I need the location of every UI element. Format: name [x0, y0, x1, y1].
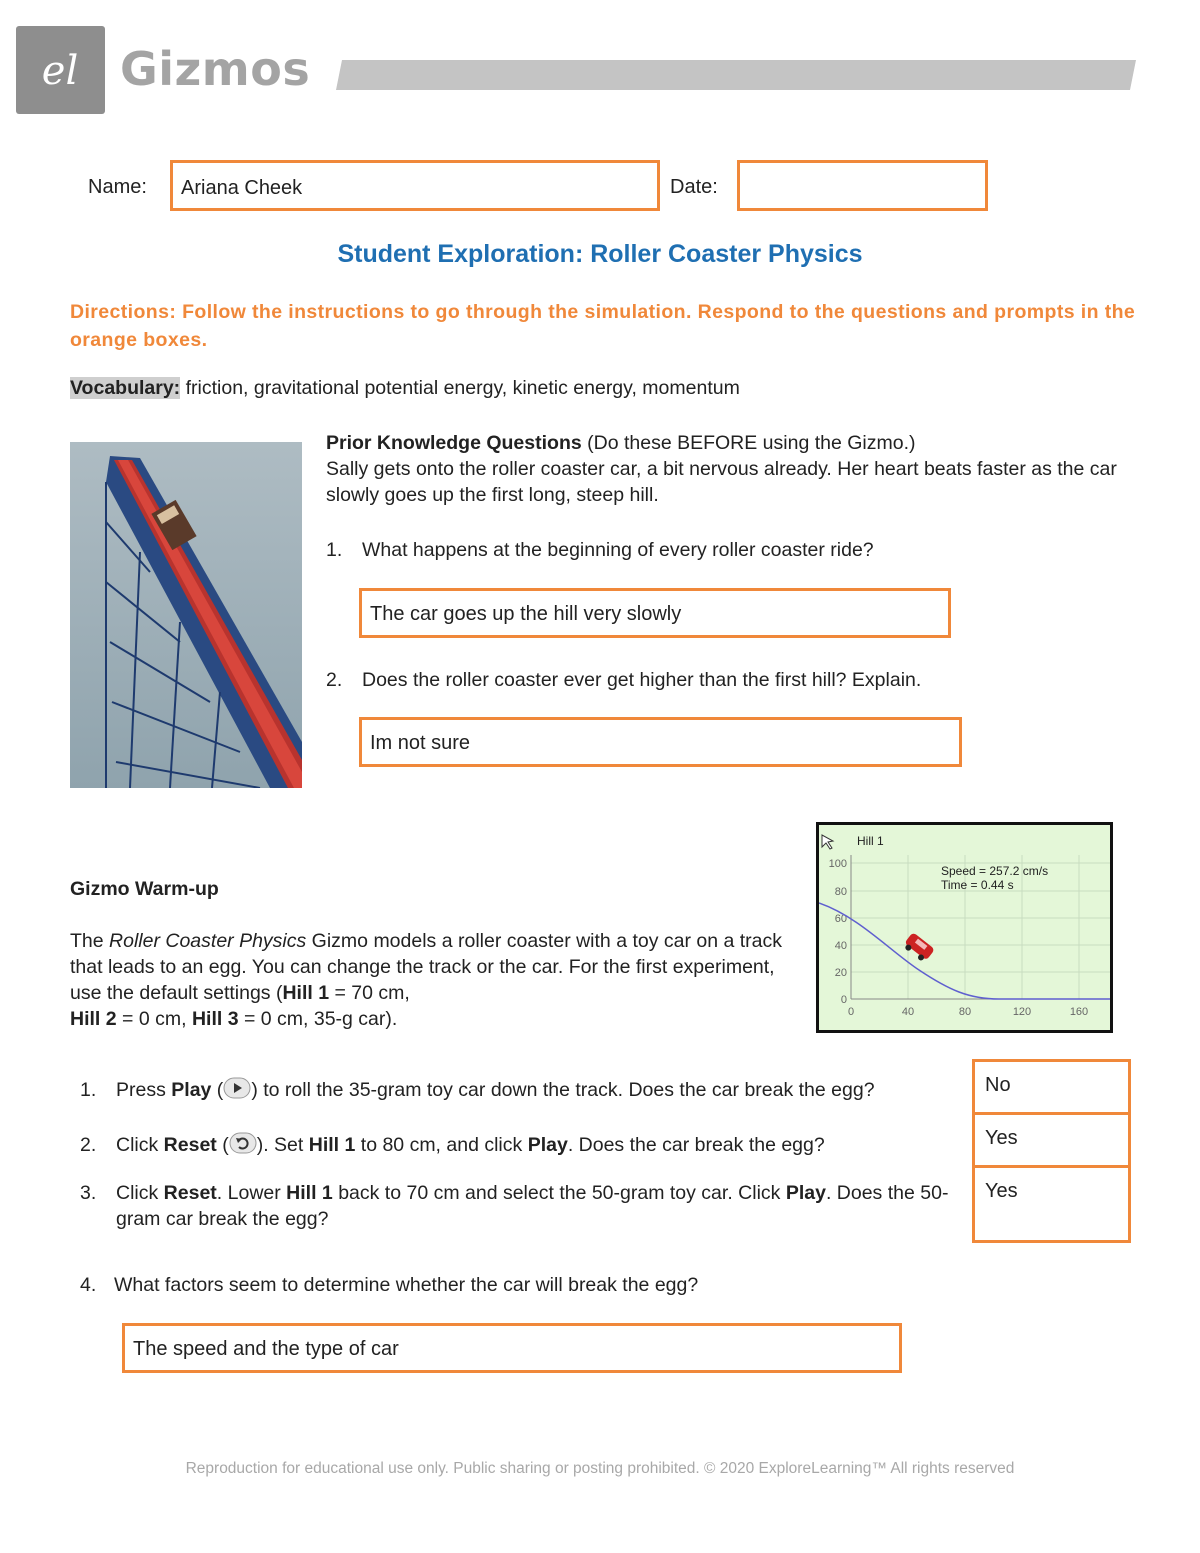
answer-box-warmup-4[interactable]: [122, 1323, 902, 1373]
question-text: . Does the 50-gram car break the egg?: [116, 1182, 949, 1230]
y-tick-label: 60: [834, 913, 847, 925]
time-readout: Time = 0.44 s: [941, 878, 1014, 892]
play-term: Play: [527, 1134, 568, 1156]
question-number: 2.: [326, 669, 343, 691]
question-text: Press: [116, 1079, 172, 1101]
intro-text: The: [70, 930, 110, 952]
question-number: 1.: [80, 1079, 97, 1101]
question-text: . Does the car break the egg?: [567, 1134, 825, 1156]
x-tick-label: 40: [901, 1006, 915, 1018]
header-bar: [336, 60, 1136, 90]
intro-text: = 0 cm, 35-g car).: [238, 1008, 398, 1030]
date-label: Date:: [670, 176, 718, 198]
answer-text: Yes: [985, 1127, 1018, 1149]
vocabulary: [70, 377, 740, 400]
play-term: Play: [171, 1079, 212, 1101]
el-logo-icon: [16, 26, 105, 114]
directions: Directions: Follow the instructions to go through the simulation. Respond to the questions and prompts in the orange boxes.: [70, 301, 1136, 351]
answer-box-warmup-2[interactable]: [972, 1112, 1131, 1168]
brand-name: Gizmos: [120, 42, 311, 96]
question-text: . Lower: [216, 1182, 287, 1204]
question-text: Click: [116, 1134, 164, 1156]
svg-text:el: el: [41, 48, 79, 94]
x-tick-label: 0: [847, 1006, 855, 1018]
explorelearning-logo: [16, 26, 105, 114]
answer-box-1[interactable]: [359, 588, 951, 638]
answer-text: Im not sure: [370, 732, 471, 754]
vocabulary-terms: friction, gravitational potential energy, kinetic energy, momentum: [180, 377, 740, 399]
question-number: 1.: [326, 539, 343, 561]
warmup-question-4: [80, 1272, 698, 1298]
prior-knowledge-heading: [326, 430, 1141, 456]
name-field[interactable]: [170, 160, 660, 211]
hill-label: Hill 1: [857, 834, 884, 848]
answer-text: No: [985, 1074, 1011, 1096]
reset-icon: [229, 1132, 257, 1161]
question-text: (: [211, 1079, 224, 1101]
gizmo-graph: [819, 825, 1110, 1030]
gizmo-name: Roller Coaster Physics: [109, 930, 307, 952]
footer-copyright: Reproduction for educational use only. Public sharing or posting prohibited. © 2020 ExploreLearning™ All rights reserved: [185, 1460, 1015, 1477]
intro-text: = 0 cm,: [116, 1008, 192, 1030]
hill1-term: Hill 1: [286, 1182, 333, 1204]
question-text: Click: [116, 1182, 164, 1204]
y-tick-label: 100: [828, 858, 847, 870]
reset-term: Reset: [163, 1134, 217, 1156]
y-tick-label: 40: [834, 940, 847, 952]
question-2: [326, 667, 921, 693]
question-text: ). Set: [256, 1134, 309, 1156]
warmup-question-3: [80, 1180, 970, 1232]
warmup-heading: Gizmo Warm-up: [70, 878, 219, 900]
prior-knowledge-section: [326, 430, 1141, 508]
question-number: 4.: [80, 1274, 97, 1296]
reset-term: Reset: [163, 1182, 217, 1204]
prior-knowledge-note: (Do these BEFORE using the Gizmo.): [581, 432, 916, 454]
intro-text: Gizmo models a roller coaster with a toy car on a track that leads to an egg. You can change the track or the car. For the first experiment, use the default settings (: [70, 930, 783, 1004]
x-tick-label: 160: [1069, 1006, 1089, 1018]
gizmo-screenshot: [816, 822, 1113, 1033]
vocabulary-label: Vocabulary:: [70, 377, 181, 399]
hill1-term: Hill 1: [282, 982, 330, 1004]
play-icon: [223, 1077, 251, 1106]
question-1: [326, 537, 874, 563]
question-text: What happens at the beginning of every roller coaster ride?: [362, 539, 874, 561]
hill1-term: Hill 1: [308, 1134, 356, 1156]
intro-text: = 70 cm,: [329, 982, 410, 1004]
y-tick-label: 20: [834, 967, 847, 979]
question-text: Does the roller coaster ever get higher than the first hill? Explain.: [362, 669, 922, 691]
play-term: Play: [785, 1182, 826, 1204]
question-text: ) to roll the 35-gram toy car down the track. Does the car break the egg?: [251, 1079, 875, 1101]
warmup-question-2: [80, 1132, 825, 1161]
name-label: Name:: [88, 176, 147, 198]
date-field[interactable]: [737, 160, 988, 211]
prior-knowledge-title: Prior Knowledge Questions: [326, 432, 582, 454]
warmup-question-1: [80, 1077, 875, 1106]
answer-text: The car goes up the hill very slowly: [370, 603, 682, 625]
x-tick-label: 120: [1012, 1006, 1032, 1018]
answer-box-warmup-3[interactable]: [972, 1165, 1131, 1243]
question-text-block: [116, 1180, 970, 1232]
question-text: to 80 cm, and click: [355, 1134, 528, 1156]
warmup-intro: [70, 928, 800, 1032]
hill2-term: Hill 2: [70, 1008, 117, 1030]
question-text: (: [216, 1134, 229, 1156]
hill3-term: Hill 3: [191, 1008, 239, 1030]
question-number: 2.: [80, 1134, 97, 1156]
answer-text: Yes: [985, 1180, 1018, 1202]
y-tick-label: 0: [840, 994, 847, 1006]
question-text: What factors seem to determine whether the car will break the egg?: [114, 1274, 699, 1296]
question-text: back to 70 cm and select the 50-gram toy car. Click: [332, 1182, 786, 1204]
page-title: Student Exploration: Roller Coaster Physics: [337, 240, 863, 268]
x-tick-label: 80: [958, 1006, 972, 1018]
name-value: Ariana Cheek: [181, 177, 303, 199]
prior-knowledge-intro: Sally gets onto the roller coaster car, a bit nervous already. Her heart beats faster as the car slowly goes up the first long, steep hill.: [326, 458, 1117, 506]
answer-text: The speed and the type of car: [133, 1338, 399, 1360]
speed-readout: Speed = 257.2 cm/s: [941, 864, 1049, 878]
question-number: 3.: [80, 1182, 97, 1204]
answer-box-warmup-1[interactable]: [972, 1059, 1131, 1115]
roller-coaster-photo: [70, 442, 302, 788]
answer-box-2[interactable]: [359, 717, 962, 767]
y-tick-label: 80: [834, 886, 847, 898]
